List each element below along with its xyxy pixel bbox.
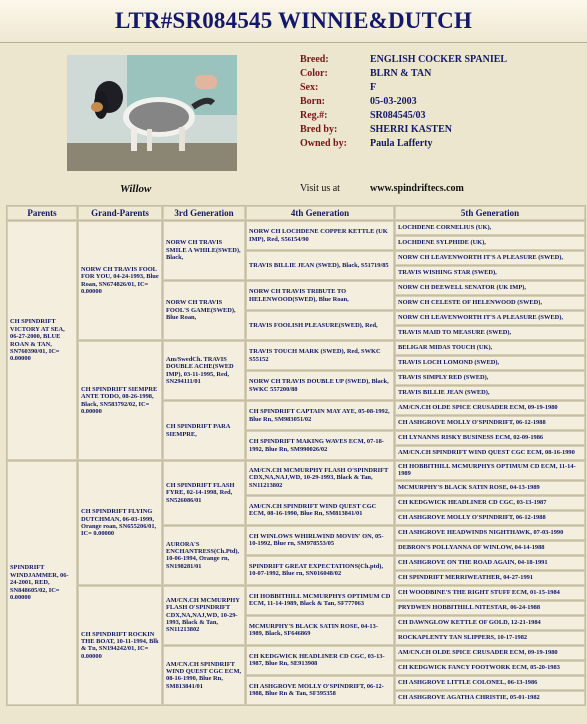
gen5-ancestor: TRAVIS SIMPLY RED (SWED), <box>395 371 585 385</box>
grandparent: CH SPINDRIFT SIEMPRE ANTE TODO, 08-26-1998, Black, SN583792/02, IC= 0.00000 <box>78 341 162 460</box>
header-3rd-generation: 3rd Generation <box>163 206 245 220</box>
gen5-ancestor: CH SPINDRIFT MERRIWEATHER, 04-27-1991 <box>395 571 585 585</box>
gen4-ancestor: SPINDRIFT GREAT EXPECTATIONS(Ch.ptd), 10-07-1992, Blue rn, SN016048/02 <box>246 556 394 585</box>
info-label: Sex: <box>300 82 319 93</box>
info-value: ENGLISH COCKER SPANIEL <box>370 54 508 65</box>
info-value: F <box>370 82 377 93</box>
gen4-ancestor: CH SPINDRIFT CAPTAIN MAY AYE, 05-08-1992, Blue Rn, SM983051/02 <box>246 401 394 430</box>
grandparent: CH SPINDRIFT FLYING DUTCHMAN, 06-03-1999, Orange roan, SN655206/01, IC= 0.00000 <box>78 461 162 585</box>
header-5th-generation: 5th Generation <box>395 206 585 220</box>
gen5-ancestor: CH ASHGROVE MOLLY O'SPINDRIFT, 06-12-1988 <box>395 511 585 525</box>
gen5-ancestor: CH ASHGROVE MOLLY O'SPINDRIFT, 06-12-1988 <box>395 416 585 430</box>
dog-info <box>300 53 507 151</box>
info-value: BLRN & TAN <box>370 68 432 79</box>
gen5-ancestor: AM/CN.CH SPINDRIFT WIND QUEST CGC ECM, 08-16-1990 <box>395 446 585 460</box>
gen4-ancestor: MCMURPHY'S BLACK SATIN ROSE, 04-13-1989, Black, SF646869 <box>246 616 394 645</box>
gen5-ancestor: CH ASHGROVE AGATHA CHRISTIE, 05-01-1982 <box>395 691 585 705</box>
gen5-ancestor: CH ASHGROVE ON THE ROAD AGAIN, 04-18-1991 <box>395 556 585 570</box>
gen5-ancestor: TRAVIS BILLIE JEAN (SWED), <box>395 386 585 400</box>
gen5-ancestor: CH HOBBITHILL MCMURPHYS OPTIMUM CD ECM, 11-14-1989 <box>395 461 585 480</box>
photo-caption: Willow <box>120 183 152 195</box>
gen5-ancestor: MCMURPHY'S BLACK SATIN ROSE, 04-13-1989 <box>395 481 585 495</box>
gen3-ancestor: AM/CN.CH SPINDRIFT WIND QUEST CGC ECM, 08-16-1990, Blue Rn, SM813841/01 <box>163 646 245 705</box>
info-label: Born: <box>300 96 325 107</box>
gen5-ancestor: LOCHDENE SYLPHIDE (UK), <box>395 236 585 250</box>
info-value: SR084545/03 <box>370 110 426 121</box>
pedigree-table <box>6 205 586 706</box>
gen4-ancestor: NORW CH LOCHDENE COPPER KETTLE (UK IMP), Red, S56154/90 <box>246 221 394 250</box>
gen5-ancestor: LOCHDENE CORNELIUS (UK), <box>395 221 585 235</box>
gen4-ancestor: AM/CN.CH MCMURPHY FLASH O'SPINDRIFT CDX,NA,NAJ,WD, 10-29-1993, Black & Tan, SN11213802 <box>246 461 394 495</box>
gen3-ancestor: CH SPINDRIFT FLASH FYRE, 02-14-1998, Red, SN526086/01 <box>163 461 245 525</box>
gen5-ancestor: NORW CH DEEWELL SENATOR (UK IMP), <box>395 281 585 295</box>
gen3-ancestor: CH SPINDRIFT PARA SIEMPRE, <box>163 401 245 460</box>
info-row-sex <box>300 81 507 95</box>
parent-dam: SPINDRIFT WINDJAMMER, 06-24-2001, RED, SN848605/02, IC= 0.00000 <box>7 461 77 705</box>
dog-photo <box>67 55 237 171</box>
info-label: Breed: <box>300 54 329 65</box>
gen4-ancestor: AM/CN.CH SPINDRIFT WIND QUEST CGC ECM, 08-16-1990, Blue Rn, SM813841/01 <box>246 496 394 525</box>
gen4-ancestor: TRAVIS FOOLISH PLEASURE(SWED), Red, <box>246 311 394 340</box>
gen5-ancestor: TRAVIS WISHING STAR (SWED), <box>395 266 585 280</box>
gen5-ancestor: CH LYNANNS RISKY BUSINESS ECM, 02-09-1986 <box>395 431 585 445</box>
info-label: Reg.#: <box>300 110 328 121</box>
gen4-ancestor: CH SPINDRIFT MAKING WAVES ECM, 07-18-1992, Blue Rn, SM990026/02 <box>246 431 394 460</box>
gen5-ancestor: CH KEDGWICK HEADLINER CD CGC, 03-13-1987 <box>395 496 585 510</box>
gen4-ancestor: TRAVIS TOUCH MARK (SWED), Red, SWKC S55152 <box>246 341 394 370</box>
gen5-ancestor: TRAVIS LOCH LOMOND (SWED), <box>395 356 585 370</box>
info-row-owned-by <box>300 137 507 151</box>
gen5-ancestor: NORW CH LEAVENWORTH IT'S A PLEASURE (SWED), <box>395 251 585 265</box>
gen3-ancestor: NORW CH TRAVIS FOOL'S GAME(SWED), Blue Roan, <box>163 281 245 340</box>
title-bar <box>0 0 587 43</box>
info-row-breed <box>300 53 507 67</box>
gen4-ancestor: CH KEDGWICK HEADLINER CD CGC, 03-13-1987, Blue Rn, SE913908 <box>246 646 394 675</box>
gen3-ancestor: NORW CH TRAVIS SMILE A WHILE(SWED), Black, <box>163 221 245 280</box>
info-value: 05-03-2003 <box>370 96 417 107</box>
info-value: SHERRI KASTEN <box>370 124 452 135</box>
gen5-ancestor: PRYDWEN HOBBITHILL NITESTAR, 06-24-1988 <box>395 601 585 615</box>
gen4-ancestor: TRAVIS BILLIE JEAN (SWED), Black, S51719/85 <box>246 251 394 280</box>
gen5-ancestor: TRAVIS MAID TO MEASURE (SWED), <box>395 326 585 340</box>
gen4-ancestor: NORW CH TRAVIS DOUBLE UP (SWED), Black, SWKC 557200/88 <box>246 371 394 400</box>
parent-sire: CH SPINDRIFT VICTORY AT SEA, 06-27-2000, BLUE ROAN & TAN, SN760390/01, IC= 0.00000 <box>7 221 77 460</box>
gen5-ancestor: AM/CN.CH OLDE SPICE CRUSADER ECM, 09-19-1980 <box>395 401 585 415</box>
info-label: Owned by: <box>300 138 347 149</box>
grandparent: CH SPINDRIFT ROCKIN THE BOAT, 10-11-1994, Blk & Tn, SN194242/01, IC= 0.00000 <box>78 586 162 705</box>
gen5-ancestor: CH ASHGROVE HEADWINDS NIGHTHAWK, 07-03-1990 <box>395 526 585 540</box>
grandparent: NORW CH TRAVIS FOOL FOR YOU, 04-24-1993, Blue Roan, SN674826/01, IC= 0.00000 <box>78 221 162 340</box>
gen5-ancestor: CH ASHGROVE LITTLE COLONEL, 06-13-1986 <box>395 676 585 690</box>
gen3-ancestor: AURORA'S ENCHANTRESS(Ch.Ptd), 10-06-1994, Orange rn, SN198281/01 <box>163 526 245 585</box>
gen4-ancestor: CH HOBBITHILL MCMURPHYS OPTIMUM CD ECM, 11-14-1989, Black & Tan, SF777063 <box>246 586 394 615</box>
info-row-reg <box>300 109 507 123</box>
header-4th-generation: 4th Generation <box>246 206 394 220</box>
header-grandparents: Grand-Parents <box>78 206 162 220</box>
gen5-ancestor: CH KEDGWICK FANCY FOOTWORK ECM, 05-20-1983 <box>395 661 585 675</box>
gen5-ancestor: DEBRON'S POLLYANNA OF WINLOW, 04-14-1988 <box>395 541 585 555</box>
info-value: Paula Lafferty <box>370 138 433 149</box>
visit-label: Visit us at <box>300 183 340 194</box>
gen4-ancestor: CH WINLOWS WHIRLWIND MOVIN' ON, 05-10-1992, Blue rn, SM978553/05 <box>246 526 394 555</box>
gen5-ancestor: AM/CN.CH OLDE SPICE CRUSADER ECM, 09-19-1980 <box>395 646 585 660</box>
gen4-ancestor: CH ASHGROVE MOLLY O'SPINDRIFT, 06-12-1988, Blue Rn & Tan, SF395358 <box>246 676 394 705</box>
info-label: Color: <box>300 68 328 79</box>
gen5-ancestor: BELIGAR MIDAS TOUCH (UK), <box>395 341 585 355</box>
info-label: Bred by: <box>300 124 338 135</box>
page-title: LTR#SR084545 WINNIE&DUTCH <box>114 8 473 33</box>
table-header-row <box>7 206 585 220</box>
gen3-ancestor: Am/SwedCh. TRAVIS DOUBLE ACHE(SWED IMP), 03-11-1995, Red, SN294111/01 <box>163 341 245 400</box>
gen5-ancestor: NORW CH CELESTE OF HELENWOOD (SWED), <box>395 296 585 310</box>
info-row-color <box>300 67 507 81</box>
gen5-ancestor: CH DAWNGLOW KETTLE OF GOLD, 12-21-1984 <box>395 616 585 630</box>
info-row-bred-by <box>300 123 507 137</box>
header-parents: Parents <box>7 206 77 220</box>
gen3-ancestor: AM/CN.CH MCMURPHY FLASH O'SPINDRIFT CDX,NA,NAJ,WD, 10-29-1993, Black & Tan, SN11213802 <box>163 586 245 645</box>
gen5-ancestor: CH WOODBINE'S THE RIGHT STUFF ECM, 01-15-1984 <box>395 586 585 600</box>
gen4-ancestor: NORW CH TRAVIS TRIBUTE TO HELENWOOD(SWED), Blue Roan, <box>246 281 394 310</box>
gen5-ancestor: NORW CH LEAVENWORTH IT'S A PLEASURE (SWED), <box>395 311 585 325</box>
gen5-ancestor: ROCKAPLENTY TAN SLIPPERS, 10-17-1982 <box>395 631 585 645</box>
website-link[interactable]: www.spindriftecs.com <box>370 183 464 194</box>
info-row-born <box>300 95 507 109</box>
